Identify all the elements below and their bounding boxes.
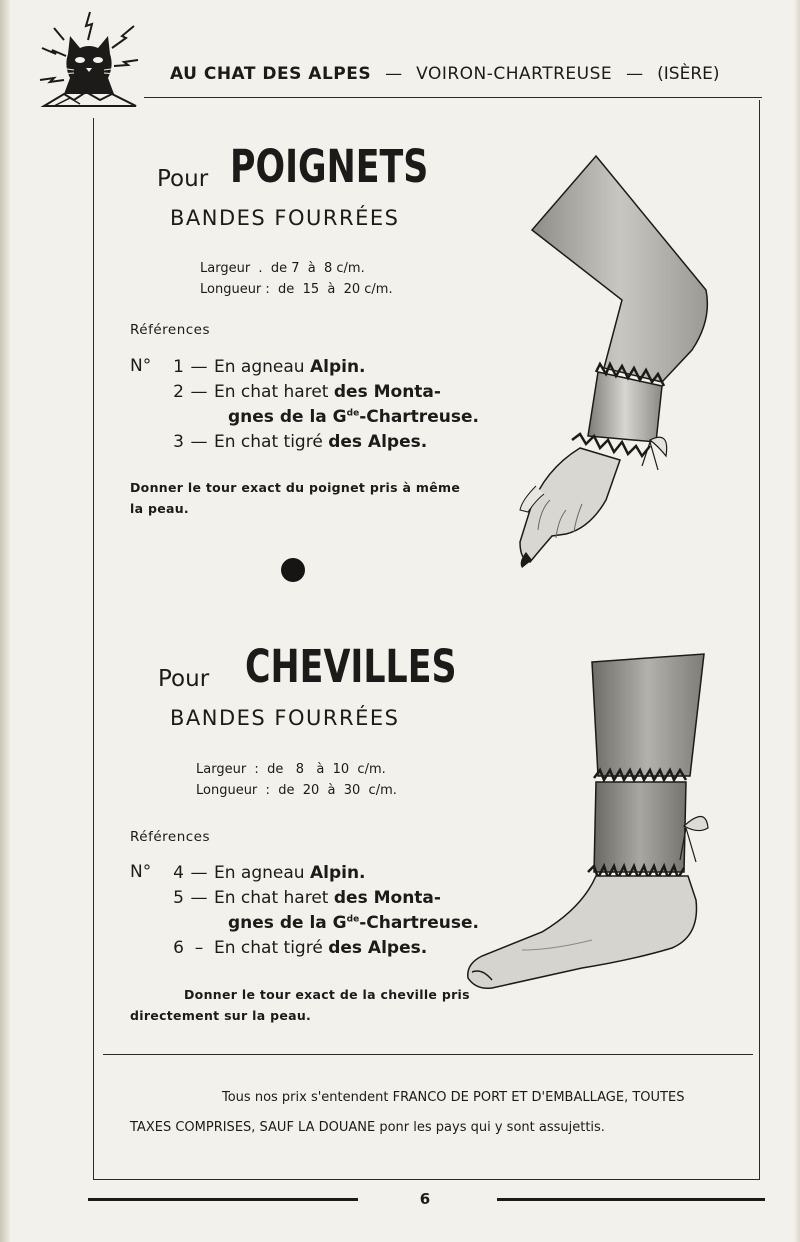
ankles-width: Largeur : de 8 à 10 c/m. [196, 762, 386, 777]
wrists-instruction: Donner le tour exact du poignet pris à même la peau. [130, 480, 461, 516]
black-cat-logo [34, 10, 144, 110]
page-header [170, 64, 770, 90]
list-item-continuation: gnes de la $G^{de}$-Chartreuse. [228, 913, 479, 933]
list-item: 5 — En chat haret des Monta- [173, 888, 441, 908]
ankles-subtitle: BANDES FOURRÉES [170, 706, 400, 730]
header-city: VOIRON-CHARTREUSE [416, 64, 613, 84]
shop-name: AU CHAT DES ALPES [170, 64, 372, 84]
wrists-references-label: Références [130, 322, 211, 338]
wrists-title: POIGNETS [230, 140, 429, 193]
header-separator: — [626, 64, 644, 84]
wrists-length: Longueur : de 15 à 20 c/m. [200, 282, 393, 297]
header-separator: — [385, 64, 403, 84]
wrists-width: Largeur . de 7 à 8 c/m. [200, 261, 365, 276]
list-item: 2 — En chat haret des Monta- [173, 382, 441, 402]
ankles-instruction: Donner le tour exact de la cheville pris directement sur la peau. [130, 987, 470, 1023]
frame-border-bottom [93, 1179, 760, 1180]
wrists-dimensions [200, 258, 393, 300]
page-right-edge [794, 0, 800, 1242]
list-item: 4 — En agneau Alpin. [173, 863, 366, 883]
wrists-subtitle: BANDES FOURRÉES [170, 206, 400, 230]
footer-rule [103, 1054, 753, 1055]
footer-line-2: TAXES COMPRISES, SAUF LA DOUANE ponr les pays qui y sont assujettis. [130, 1120, 605, 1135]
list-item: 6 – En chat tigré des Alpes. [173, 938, 428, 958]
ankles-title: CHEVILLES [245, 640, 457, 693]
section-divider-dot [281, 558, 305, 582]
wrist-band-illustration [510, 150, 720, 575]
ankles-pour-label: Pour [158, 666, 210, 692]
ankles-dimensions [196, 759, 397, 801]
list-item: 1 — En agneau Alpin. [173, 357, 366, 377]
bottom-rule-right [497, 1198, 765, 1201]
bottom-rule-left [88, 1198, 358, 1201]
header-region: (ISÈRE) [657, 64, 720, 84]
frame-border-right [759, 100, 760, 1180]
ankle-band-illustration [462, 650, 722, 1000]
ankles-no-label: N° [130, 862, 152, 882]
header-rule [144, 97, 762, 98]
page-binding-edge [0, 0, 10, 1242]
page-number: 6 [419, 1190, 431, 1208]
list-item: 3 — En chat tigré des Alpes. [173, 432, 428, 452]
ankles-references-label: Références [130, 829, 211, 845]
list-item-continuation: gnes de la $G^{de}$-Chartreuse. [228, 407, 479, 427]
ankles-length: Longueur : de 20 à 30 c/m. [196, 783, 397, 798]
wrists-no-label: N° [130, 356, 152, 376]
frame-border-left [93, 118, 94, 1180]
footer-line-1: Tous nos prix s'entendent FRANCO DE PORT ET D'EMBALLAGE, TOUTES [222, 1090, 685, 1105]
wrists-pour-label: Pour [157, 166, 209, 192]
